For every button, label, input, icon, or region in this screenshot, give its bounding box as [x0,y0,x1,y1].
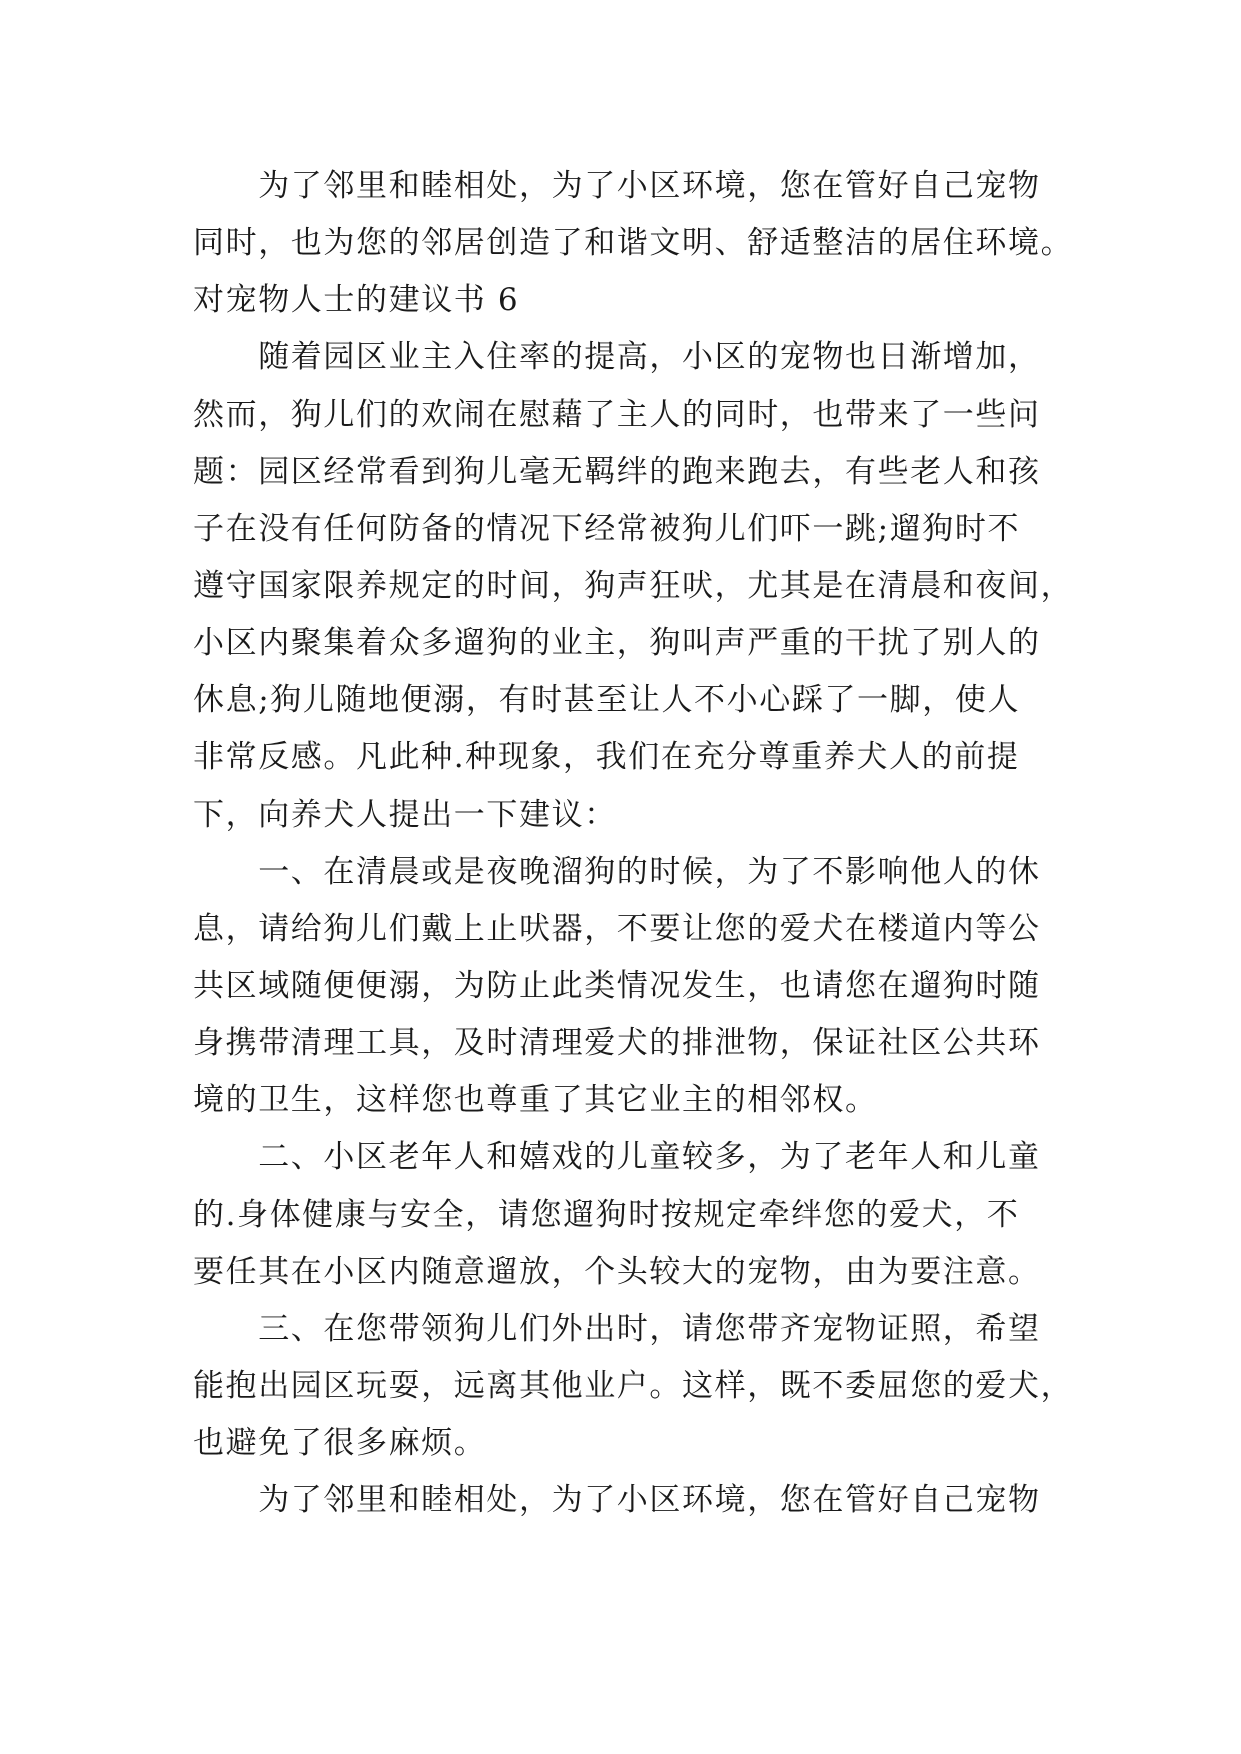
text-line: 子在没有任何防备的情况下经常被狗儿们吓一跳;遛狗时不 [193,511,1021,547]
text-line: 小区内聚集着众多遛狗的业主，狗叫声严重的干扰了别人的 [193,625,1041,661]
text-line: 然而，狗儿们的欢闹在慰藉了主人的同时，也带来了一些问 [193,397,1041,433]
text-line: 能抱出园区玩耍，远离其他业户。这样，既不委屈您的爱犬， [193,1368,1074,1404]
text-line: 休息;狗儿随地便溺，有时甚至让人不小心踩了一脚，使人 [193,682,1021,718]
text-line: 同时，也为您的邻居创造了和谐文明、舒适整洁的居住环境。 [193,225,1074,261]
text-line: 二、小区老年人和嬉戏的儿童较多，为了老年人和儿童 [193,1139,1041,1175]
section-heading: 对宠物人士的建议书 6 [193,282,520,318]
text-line: 共区域随便便溺，为防止此类情况发生，也请您在遛狗时随 [193,968,1041,1004]
text-line: 一、在清晨或是夜晚溜狗的时候，为了不影响他人的休 [193,854,1041,890]
text-line: 为了邻里和睦相处，为了小区环境，您在管好自己宠物 [193,168,1041,204]
text-line: 为了邻里和睦相处，为了小区环境，您在管好自己宠物 [193,1482,1041,1518]
text-line: 题：园区经常看到狗儿毫无羁绊的跑来跑去，有些老人和孩 [193,454,1041,490]
text-line: 的.身体健康与安全，请您遛狗时按规定牵绊您的爱犬，不 [193,1197,1020,1233]
text-line: 遵守国家限养规定的时间，狗声狂吠，尤其是在清晨和夜间， [193,568,1074,604]
text-line: 息，请给狗儿们戴上止吠器，不要让您的爱犬在楼道内等公 [193,911,1041,947]
text-line: 下，向养犬人提出一下建议： [193,797,617,833]
text-line: 也避免了很多麻烦。 [193,1425,487,1461]
text-line: 非常反感。凡此种.种现象，我们在充分尊重养犬人的前提 [193,739,1020,775]
text-line: 随着园区业主入住率的提高，小区的宠物也日渐增加， [193,339,1041,375]
text-line: 三、在您带领狗儿们外出时，请您带齐宠物证照，希望 [193,1311,1041,1347]
text-line: 身携带清理工具，及时清理爱犬的排泄物，保证社区公共环 [193,1025,1041,1061]
text-line: 境的卫生，这样您也尊重了其它业主的相邻权。 [193,1082,878,1118]
text-line: 要任其在小区内随意遛放，个头较大的宠物，由为要注意。 [193,1254,1041,1290]
